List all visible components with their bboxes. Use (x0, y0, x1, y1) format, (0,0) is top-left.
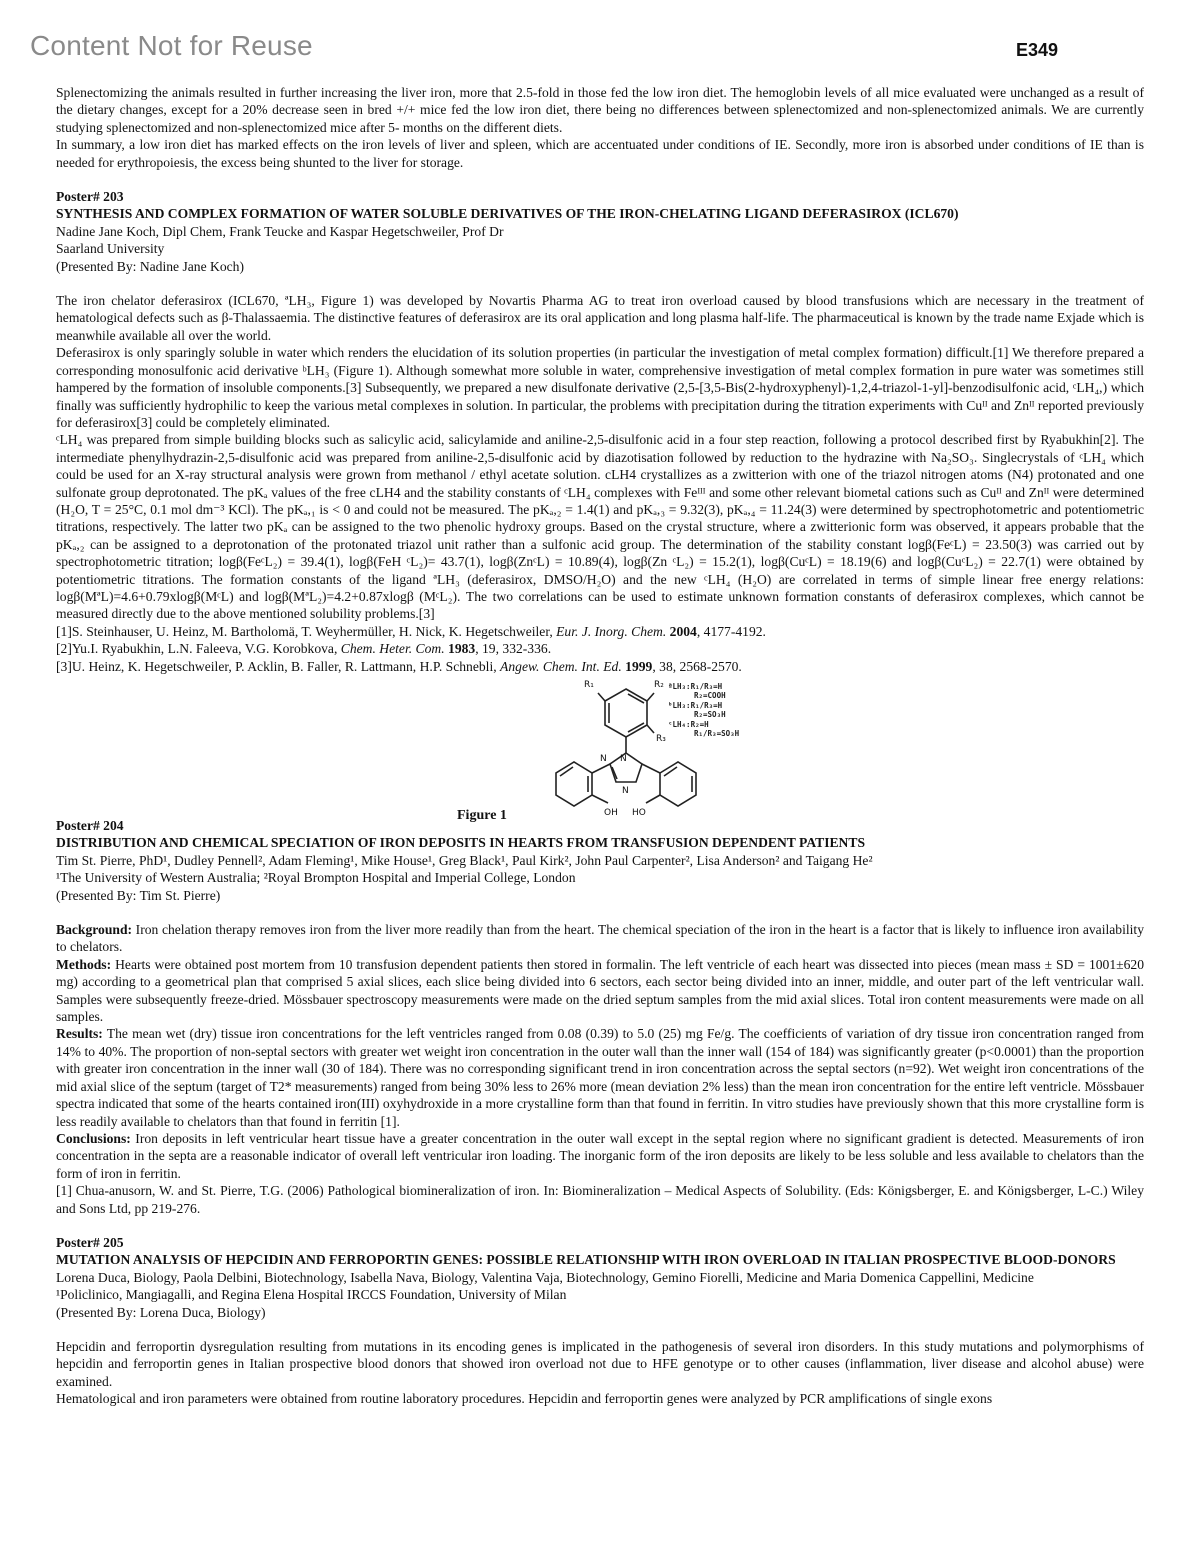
reference-item: [3]U. Heinz, K. Hegetschweiler, P. Acklin, B. Faller, R. Lattmann, H.P. Schnebli, Angew. Chem. Int. Ed. 1999, 38, 2568-2570. (56, 658, 742, 674)
abstract-paragraph: The iron chelator deferasirox (ICL670, ªLH₃, Figure 1) was developed by Novartis Pharma AG to treat iron overload caused by blood transfusions which are necessary in the treatment of hematological defects such as β-Thalassaemia. The distinctive features of deferasirox are its oral application and long plasma half-life. The pharmaceutical is known by the trade name Exjade which is meanwhile available all over the world. (56, 293, 1144, 343)
poster-number: Poster# 203 (56, 189, 124, 205)
poster-204 (56, 817, 1144, 1217)
chem-label-n: N (622, 786, 629, 796)
poster-title: MUTATION ANALYSIS OF HEPCIDIN AND FERROPORTIN GENES: POSSIBLE RELATIONSHIP WITH IRON OVERLOAD IN ITALIAN PROSPECTIVE BLOOD-DONORS (56, 1252, 1116, 1268)
intro-paragraph-2: In summary, a low iron diet has marked effects on the iron levels of liver and spleen, which are accentuated under conditions of IE. Secondly, more iron is absorbed under conditions of IE than is needed for erythropoiesis, the excess being shunted to the liver for storage. (56, 137, 1144, 170)
abstract-paragraph: Deferasirox is only sparingly soluble in water which renders the elucidation of its solution properties (in particular the investigation of metal complex formation) difficult.[1] We therefore prepared a corresponding monosulfonic acid derivative ᵇLH₃ (Figure 1). Although somewhat more soluble in water, comprehensive investigation of metal complex formation in pure water was sometimes still hampered by the formation of insoluble components.[3] Subsequently, we prepared a new disulfonate derivative (2,5-[3,5-Bis(2-hydroxyphenyl)-1,2,4-triazol-1-yl]-benzodisulfonic acid, ᶜLH₄,) which finally was sufficiently hydrophilic to keep the various metal complexes in solution. In particular, the problems with precipitation during the titration experiments with Cuᴵᴵ and Znᴵᴵ reported previously for deferasirox[3] could be completely eliminated. (56, 345, 1144, 430)
abstract-conclusions: Conclusions: Iron deposits in left ventricular heart tissue have a greater concentration in the outer wall except in the septal region where no significant gradient is detected. Measurements of iron concentration in the septa are a reasonable indicator of overall left ventricular iron loading. The inorganic form of the iron deposits are likely to be less soluble and less available to chelators than the form of iron in ferritin. (56, 1130, 1144, 1181)
chem-label-n: N (600, 754, 607, 764)
reference-item: [2]Yu.I. Ryabukhin, L.N. Faleeva, V.G. Korobkova, Chem. Heter. Com. 1983, 19, 332-336. (56, 641, 552, 657)
abstract-methods: Methods: Hearts were obtained post mortem from 10 transfusion dependent patients then stored in formalin. The left ventricle of each heart was dissected into pieces (mean mass ± SD = 1001±620 mg) according to a geometrical plan that comprised 5 axial slices, each slice being divided into 6 sectors, each sector being divided into an inner, middle, and outer part of the left ventricular wall. Samples were subsequently freeze-dried. Mössbauer spectroscopy measurements were made on the dried septum samples from the mid axial slices. Total iron content measurements were made on all samples. (56, 956, 1144, 1025)
reference-item: [1] Chua-anusorn, W. and St. Pierre, T.G. (2006) Pathological biomineralization of iron. In: Biomineralization – Medical Aspects of Solubility. (Eds: Königsberger, E. and Königsberger, L-C.) Wiley and Sons Ltd, pp 219-276. (56, 1183, 1144, 1216)
reference-list (56, 623, 1144, 675)
figure-legend-line: R₂=SO₃H (694, 710, 726, 719)
poster-authors: Tim St. Pierre, PhD¹, Dudley Pennell², Adam Fleming¹, Mike House¹, Greg Black¹, Paul Kirk², John Paul Carpenter², Lisa Anderson² and Taigang He² (56, 852, 873, 868)
poster-authors: Nadine Jane Koch, Dipl Chem, Frank Teucke and Kaspar Hegetschweiler, Prof Dr (56, 223, 504, 239)
figure-legend-line: R₂=COOH (694, 691, 726, 700)
chem-label-n: N (620, 754, 627, 764)
page-number: E349 (1015, 40, 1058, 60)
poster-presenter: (Presented By: Nadine Jane Koch) (56, 258, 244, 274)
chem-label-r2: R₂ (654, 680, 664, 690)
chem-label-r1: R₁ (584, 680, 594, 690)
poster-affiliation: ¹The University of Western Australia; ²Royal Brompton Hospital and Imperial College, London (56, 870, 576, 886)
chem-label-ho: HO (632, 808, 646, 818)
figure-legend-line: ªLH₃:R₁/R₃=H (668, 682, 723, 691)
watermark: Content Not for Reuse (30, 30, 313, 61)
reference-item: [1]S. Steinhauser, U. Heinz, M. Bartholomä, T. Weyhermüller, H. Nick, K. Hegetschweiler, Eur. J. Inorg. Chem. 2004, 4177-4192. (56, 623, 766, 639)
poster-title: SYNTHESIS AND COMPLEX FORMATION OF WATER SOLUBLE DERIVATIVES OF THE IRON-CHELATING LIGAND DEFERASIROX (ICL670) (56, 206, 959, 222)
abstract-paragraph: ᶜLH₄ was prepared from simple building blocks such as salicylic acid, salicylamide and aniline-2,5-disulfonic acid in a four step reaction, following a protocol described first by Ryabukhin[2]. The intermediate phenylhydrazin-2,5-disulfonic acid was prepared from aniline-2,5-disulfonic acid by diazotisation followed by reduction to the hydrazine with Na₂SO₃. Singlecrystals of ᶜLH₄ which could be used for an X-ray structural analysis were grown from methanol / ethyl acetate solution. cLH4 crystallizes as a zwitterion with one of the triazol nitrogen atoms (N4) protonated and one sulfonate group deprotonated. The pKₐ values of the free cLH4 and the stability constants of ᶜLH₄ complexes with Feᴵᴵᴵ and some other relevant biometal cations such as Cuᴵᴵ and Znᴵᴵ were determined (H₂O, T = 25°C, 0.1 mol dm⁻³ KCl). The pKₐ,₁ is < 0 and could not be measured. The pKₐ,₂ = 1.4(1) and pKₐ,₃ = 9.32(3), pKₐ,₄ = 11.24(3) were determined by spectrophotometric and potentiometric titrations, respectively. The latter two pKₐ can be assigned to the two phenolic hydroxy groups. Based on the crystal structure, where a zwitterionic form was observed, it appears probable that the pKₐ,₂ can be assigned to a deprotonation of the protonated triazol unit rather than a sulfonic acid group. The determination of the stability constant logβ(FeᶜL) = 23.50(3) was carried out by spectrophotometric titration; logβ(FeᶜL₂) = 39.4(1), logβ(FeH ᶜL₂)= 43.7(1), logβ(ZnᶜL) = 10.89(4), logβ(Zn ᶜL₂) = 15.2(1), logβ(CuᶜL) = 18.19(6) and logβ(CuᶜL₂) = 22.7(1) were obtained by potentiometric titrations. The formation constants of the ligand ªLH₃ (deferasirox, DMSO/H₂O) and the new ᶜLH₄ (H₂O) are correlated in terms of simple linear free energy relations: logβ(MªL)=4.6+0.79xlogβ(MᶜL) and logβ(MªL₂)=4.2+0.87xlogβ (MᶜL₂). The two correlations can be used to estimate unknown formation constants of deferasirox complexes, which cannot be measured directly due to the above mentioned solubility problems.[3] (56, 432, 1144, 622)
figure-caption: Figure 1 (457, 808, 507, 823)
poster-affiliation: Saarland University (56, 241, 165, 257)
figure-1 (56, 675, 1144, 823)
chem-label-r3: R₃ (656, 734, 666, 744)
poster-205 (56, 1234, 1144, 1408)
phenol-ring-left (556, 762, 592, 806)
phenyl-ring (605, 689, 647, 737)
abstract-paragraph: Hematological and iron parameters were obtained from routine laboratory procedures. Hepcidin and ferroportin genes were analyzed by PCR amplifications of single exons (56, 1391, 993, 1407)
poster-203 (56, 188, 1144, 823)
poster-number: Poster# 204 (56, 818, 124, 833)
abstract-results: Results: The mean wet (dry) tissue iron concentrations for the left ventricles ranged from 0.08 (0.39) to 5.0 (25) mg Fe/g. The coefficients of variation of dry tissue iron concentration ranged from 14% to 40%. The proportion of non-septal sectors with greater wet weight iron concentration in the outer wall than the inner wall (154 of 184) was significantly greater (p<0.0001) than the proportion with greater iron concentration in the inner wall (30 of 184). There was no corresponding significant trend in iron concentration across the septal sectors (n=92). Wet weight iron concentrations of the mid axial slice of the septum (target of T2* measurements) ranged from being 30% less to 26% more (mean deviation 2% less) than the mean iron concentration for the entire left ventricle. Mössbauer spectra indicated that some of the hearts contained iron(III) oxyhydroxide in a more crystalline form than that found in ferritin. In vitro studies have previously shown that this more crystalline form is less readily available to chelators than that found in ferritin [1]. (56, 1026, 1144, 1129)
abstract-paragraph: Hepcidin and ferroportin dysregulation resulting from mutations in its encoding genes is implicated in the pathogenesis of several iron disorders. In this study mutations and polymorphisms of hepcidin and ferroportin genes in Italian prospective blood donors that showed iron overload not due to HFE genotype or to other causes (inflammation, liver disease and alcohol abuse) were examined. (56, 1338, 1144, 1389)
intro-paragraph-1: Splenectomizing the animals resulted in further increasing the liver iron, more that 2.5-fold in those fed the low iron diet. The hemoglobin levels of all mice evaluated were unchanged as a result of the dietary changes, except for a 20% decrease seen in bred +/+ mice fed the low iron diet, there being no differences between splenectomized and non-splenectomized animals. We are currently studying splenectomized and non-splenectomized mice after 5- months on the different diets. (56, 85, 1144, 135)
deferasirox-structure-diagram (496, 669, 756, 819)
phenol-ring-right (660, 762, 696, 806)
poster-presenter: (Presented By: Tim St. Pierre) (56, 887, 221, 903)
poster-affiliation: ¹Policlinico, Mangiagalli, and Regina Elena Hospital IRCCS Foundation, University of Milan (56, 1287, 567, 1303)
page-content (56, 84, 1144, 1408)
poster-title: DISTRIBUTION AND CHEMICAL SPECIATION OF IRON DEPOSITS IN HEARTS FROM TRANSFUSION DEPENDENT PATIENTS (56, 835, 865, 851)
figure-legend-line: R₁/R₃=SO₃H (694, 729, 740, 738)
poster-number: Poster# 205 (56, 1234, 124, 1250)
poster-authors: Lorena Duca, Biology, Paola Delbini, Biotechnology, Isabella Nava, Biology, Valentina Vaja, Biotechnology, Gemino Fiorelli, Medicine and Maria Domenica Cappellini, Medicine (56, 1269, 1034, 1285)
poster-presenter: (Presented By: Lorena Duca, Biology) (56, 1304, 266, 1320)
chem-label-oh: OH (604, 808, 618, 818)
figure-legend-line: ᵇLH₃:R₁/R₃=H (668, 701, 723, 710)
figure-legend-line: ᶜLH₄:R₂=H (668, 720, 709, 729)
abstract-background: Background: Iron chelation therapy removes iron from the liver more readily than from the heart. The chemical speciation of the iron in the heart is a factor that is likely to influence iron availability to chelators. (56, 922, 1144, 955)
